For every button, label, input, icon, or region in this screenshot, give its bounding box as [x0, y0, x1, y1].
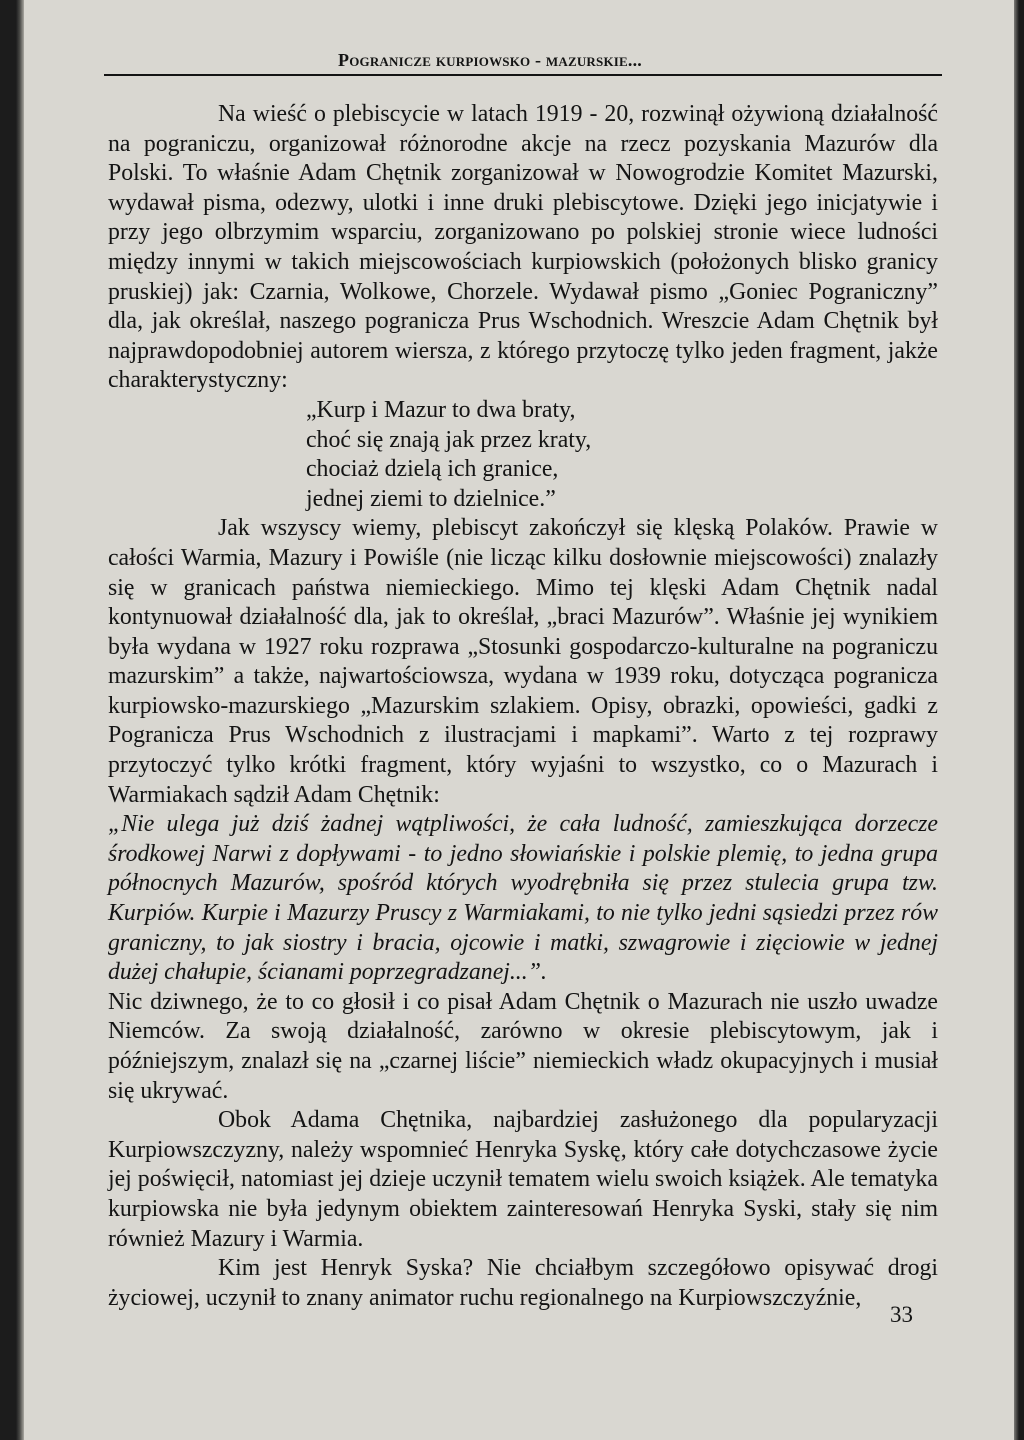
paragraph-4: Obok Adama Chętnika, najbardziej zasłużonego dla popularyzacji Kurpiowszczyzny, należy wspomnieć Henryka Syskę, który całe dotychczasowe życie jej poświęcił, natomiast jej dzieje uczynił tematem wielu swoich książek. Ale tematyka kurpiowska nie była jedynym obiektem zainteresowań Henryka Syski, stały się nim również Mazury i Warmia. [108, 1107, 938, 1252]
verse-line-4: jednej ziemi to dzielnice.” [306, 485, 556, 512]
paragraph-1: Na wieść o plebiscycie w latach 1919 - 20, rozwinął ożywioną działalność na pograniczu, organizował różnorodne akcje na rzecz pozyskania Mazurów dla Polski. To właśnie Adam Chętnik zorganizował w Nowogrodzie Komitet Mazurski, wydawał pisma, odezwy, ulotki i inne druki plebiscytowe. Dzięki jego inicjatywie i przy jego olbrzymim wsparciu, zorganizowano po polskiej stronie wiece ludności między innymi w takich miejscowościach kurpiowskich (położonych blisko granicy pruskiej) jak: Czarnia, Wolkowe, Chorzele. Wydawał pismo „Goniec Pograniczny” dla, jak określał, naszego pogranicza Prus Wschodnich. Wreszcie Adam Chętnik był najprawdopodobniej autorem wiersza, z którego przytoczę tylko jeden fragment, jakże charakterystyczny: [108, 101, 938, 394]
block-quote: „Nie ulega już dziś żadnej wątpliwości, że cała ludność, zamieszkująca dorzecze środkowej Narwi z dopływami - to jedno słowiańskie i polskie plemię, to jedna grupa północnych Mazurów, spośród których wyodrębniła się przez stulecia grupa tzw. Kurpiów. Kurpie i Mazurzy Pruscy z Warmiakami, to nie tylko jedni sąsiedzi przez rów graniczny, to jak siostry i bracia, ojcowie i matki, szwagrowie i zięciowie w jednej dużej chałupie, ścianami poprzegradzanej...”. [108, 811, 938, 986]
book-page [24, 0, 1014, 1440]
page-number: 33 [890, 1302, 913, 1327]
verse-line-2: choć się znają jak przez kraty, [306, 426, 592, 453]
paragraph-3: Nic dziwnego, że to co głosił i co pisał Adam Chętnik o Mazurach nie uszło uwadze Niemców. Za swoją działalność, zarówno w okresie plebiscytowym, jak i późniejszym, znalazł się na „czarnej liście” niemieckich władz okupacyjnych i musiał się ukrywać. [108, 988, 938, 1104]
header-rule [104, 74, 942, 76]
verse-quote [306, 396, 938, 514]
verse-line-3: chociaż dzielą ich granice, [306, 456, 559, 483]
paragraph-2: Jak wszyscy wiemy, plebiscyt zakończył się klęską Polaków. Prawie w całości Warmia, Mazury i Powiśle (nie licząc kilku dosłownie miejscowości) znalazły się w granicach państwa niemieckiego. Mimo tej klęski Adam Chętnik nadal kontynuował działalność dla, jak to określał, „braci Mazurów”. Właśnie jej wynikiem była wydana w 1927 roku rozprawa „Stosunki gospodarczo-kulturalne na pograniczu mazurskim” a także, najwartościowsza, wydana w 1939 roku, dotycząca pogranicza kurpiowsko-mazurskiego „Mazurskim szlakiem. Opisy, obrazki, opowieści, gadki z Pogranicza Prus Wschodnich z ilustracjami i mapkami”. Warto z tej rozprawy przytoczyć tylko krótki fragment, który wyjaśni to wszystko, co o Mazurach i Warmiakach sądził Adam Chętnik: [108, 515, 938, 808]
verse-line-1: „Kurp i Mazur to dwa braty, [306, 396, 576, 423]
scan-edge-left [0, 0, 24, 1440]
running-title: Pogranicze kurpiowsko - mazurskie... [338, 50, 642, 70]
paragraph-5: Kim jest Henryk Syska? Nie chciałbym szczegółowo opisywać drogi życiowej, uczynił to znany animator ruchu regionalnego na Kurpiowszczyźnie, [108, 1255, 938, 1311]
scan-edge-right [1014, 0, 1024, 1440]
body-text [108, 100, 938, 1313]
